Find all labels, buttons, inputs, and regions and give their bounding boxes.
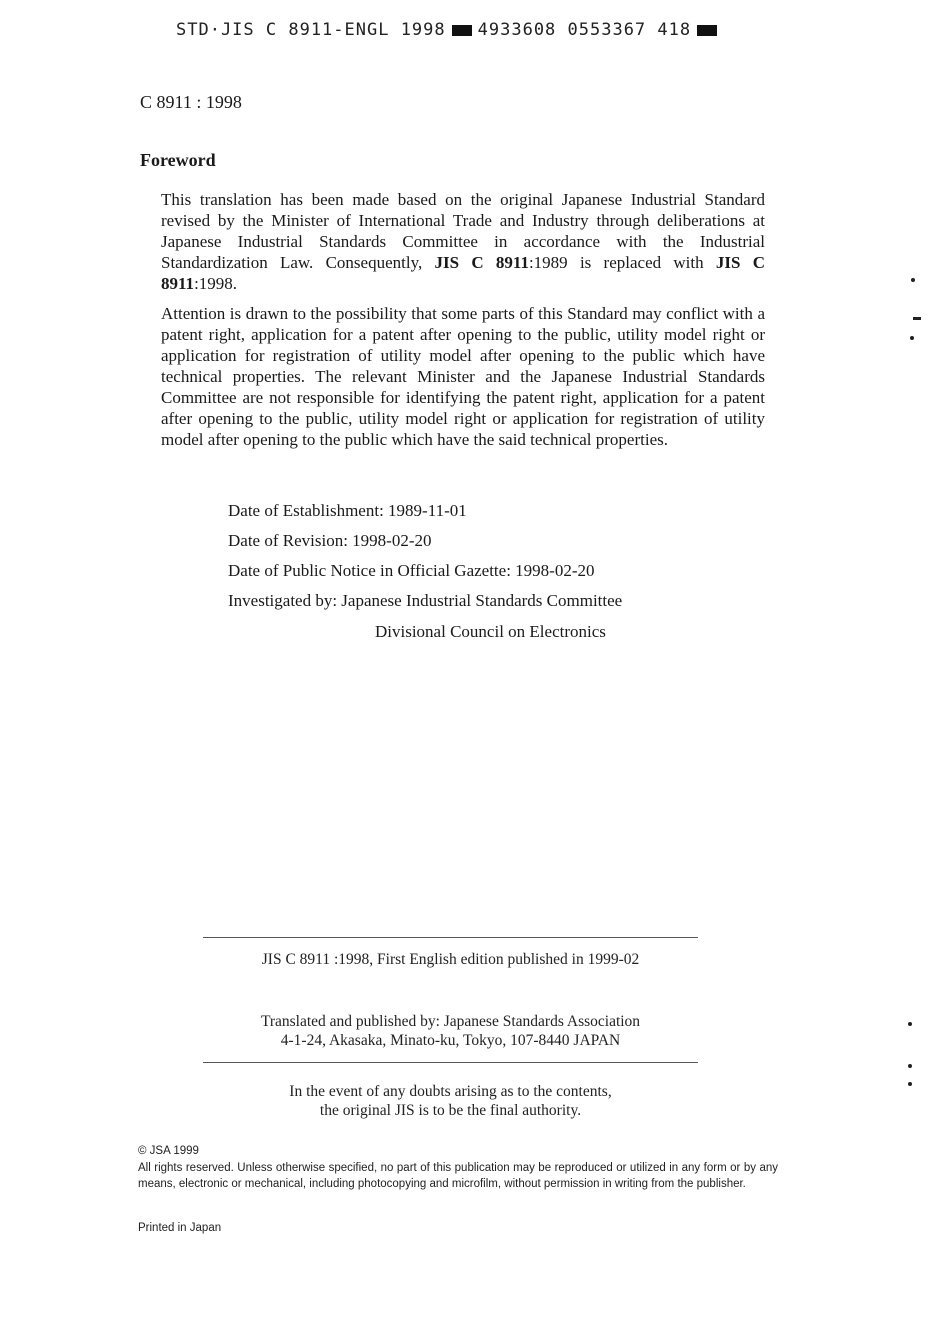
standard-old-year: :1989 is replaced with: [528, 253, 704, 272]
date-of-establishment: Date of Establishment: 1989-11-01: [228, 501, 467, 520]
copyright-line: © JSA 1999: [138, 1145, 199, 1157]
standard-new-year: :1998.: [194, 274, 238, 293]
edition-statement: JIS C 8911 :1998, First English edition published in 1999-02: [261, 951, 640, 968]
printed-in: Printed in Japan: [138, 1222, 222, 1234]
date-of-revision: Date of Revision: 1998-02-20: [228, 531, 432, 550]
foreword-title: Foreword: [140, 150, 216, 170]
publisher-name: Translated and published by: Japanese Standards Association: [260, 1013, 641, 1030]
scan-speck: [910, 336, 914, 340]
publisher-info: [203, 1012, 698, 1050]
foreword-paragraph-1: [161, 189, 765, 294]
authority-notice: [203, 1082, 698, 1120]
authority-notice-line-1: In the event of any doubts arising as to the contents,: [289, 1083, 612, 1100]
investigating-council: Divisional Council on Electronics: [375, 622, 606, 641]
foreword-paragraph-2: Attention is drawn to the possibility that some parts of this Standard may conflict with a patent right, application for a patent after opening to the public, utility model right or application for registration of utility model after opening to the public which have technical properties. The relevant Minister and the Japanese Industrial Standards Committee are not responsible for identifying the patent right, application for a patent after opening to the public, utility model right or application for registration of utility model after opening to the public which have the said technical properties.: [161, 304, 765, 449]
standard-old-designation: JIS C 8911: [434, 253, 529, 272]
divider-top: [203, 937, 698, 938]
investigated-by: Investigated by: Japanese Industrial Standards Committee: [228, 591, 623, 610]
redaction-block: [697, 25, 717, 36]
publisher-address: 4-1-24, Akasaka, Minato-ku, Tokyo, 107-8440 JAPAN: [280, 1032, 621, 1049]
scan-speck: [911, 278, 915, 282]
standard-new-designation: JIS C 8911: [161, 253, 766, 293]
header-stamp-id: STD·JIS C 8911-ENGL 1998: [176, 20, 446, 40]
scan-speck: [908, 1022, 912, 1026]
document-header-stamp: [176, 20, 723, 40]
foreword-paragraph-1-text: This translation has been made based on the original Japanese Industrial Standard revised by the Minister of International Trade and Industry through deliberations at Japanese Industrial Standards Committee in accordance with the Industrial Standardization Law. Consequently,: [161, 190, 765, 272]
authority-notice-line-2: the original JIS is to be the final authority.: [319, 1102, 582, 1119]
document-code: C 8911 : 1998: [140, 92, 242, 112]
header-stamp-code: 4933608 0553367 418: [477, 20, 692, 40]
date-of-public-notice: Date of Public Notice in Official Gazette: 1998-02-20: [228, 561, 595, 580]
scan-speck: [913, 317, 921, 320]
redaction-block: [452, 25, 472, 36]
scan-speck: [908, 1064, 912, 1068]
scan-speck: [908, 1082, 912, 1086]
rights-reserved-notice: All rights reserved. Unless otherwise specified, no part of this publication may be reproduced or utilized in any form or by any means, electronic or mechanical, including photocopying and microfilm, without permission in writing from the publisher.: [138, 1162, 778, 1190]
divider-bottom: [203, 1062, 698, 1063]
